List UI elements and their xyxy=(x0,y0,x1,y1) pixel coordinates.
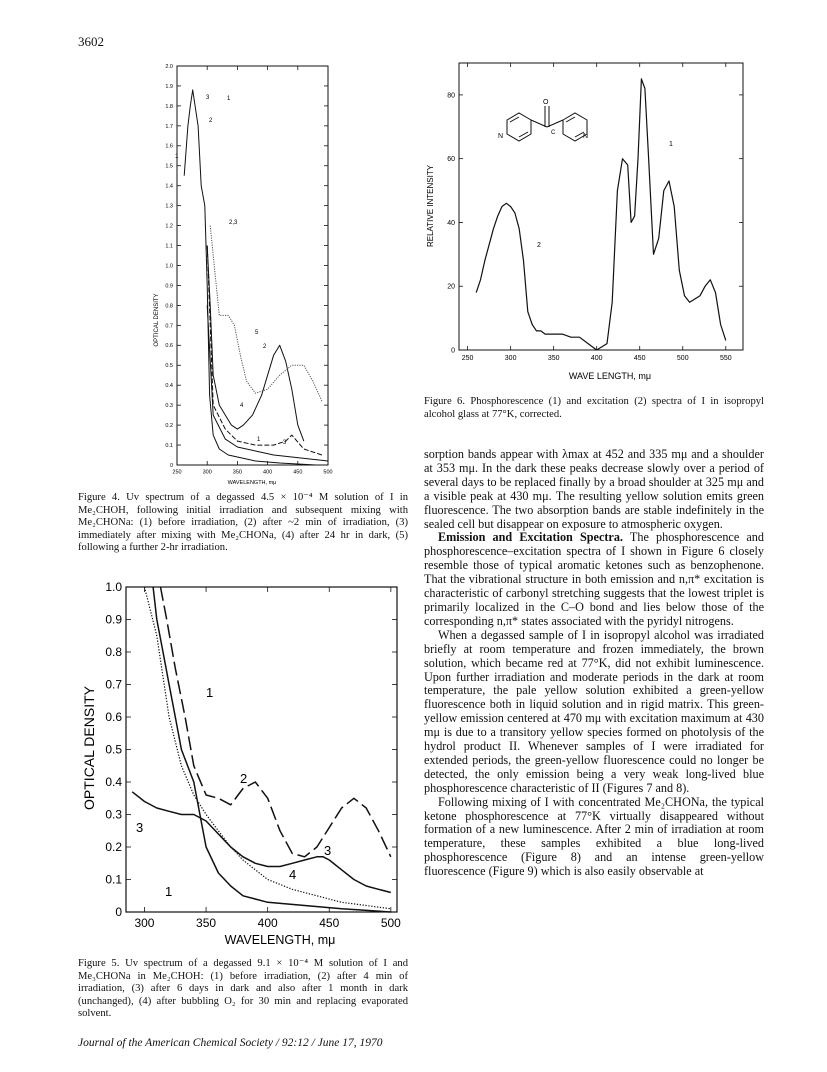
fig4-frame xyxy=(177,66,328,465)
x-tick-label: 550 xyxy=(719,355,732,362)
y-tick-label: 0.9 xyxy=(105,612,122,627)
series-5-line xyxy=(210,226,322,402)
section-heading: Emission and Excitation Spectra. xyxy=(438,530,623,545)
fig6-ylabel: RELATIVE INTENSITY xyxy=(426,164,435,248)
y-tick-label: 0.7 xyxy=(105,677,122,692)
y-tick-label: 2.0 xyxy=(165,63,173,70)
fig5-label-1: 1 xyxy=(206,685,214,700)
series-2-line xyxy=(161,587,391,857)
y-tick-label: 0 xyxy=(451,347,455,355)
structure-atom-n1: N xyxy=(498,133,504,140)
y-tick-label: 80 xyxy=(447,92,455,100)
y-tick-label: 40 xyxy=(447,219,455,227)
y-tick-label: 0 xyxy=(169,462,173,469)
figure-5-caption: Figure 5. Uv spectrum of a degassed 9.1 × 10⁻⁴ M solution of I and Me₃CHONa in Me₂CHOH: (1) before irradiation, (2) after 4 min of irradiation, (3) after 6 days in dark and also after 1 month in dark (unchanged), (4) after bubbling O₂ for 30 min and replacing evaporated solvent. xyxy=(78,958,408,1020)
fig4-label-1: 1 xyxy=(227,96,231,102)
x-tick-label: 300 xyxy=(504,355,517,362)
x-tick-label: 300 xyxy=(134,916,155,930)
fig5-label-3b: 3 xyxy=(324,843,332,858)
fig5-label-1b: 1 xyxy=(165,884,173,899)
y-tick-label: 1.3 xyxy=(165,203,173,210)
y-tick-label: 0.3 xyxy=(105,807,122,822)
x-tick-label: 500 xyxy=(380,916,401,930)
y-tick-label: 1.7 xyxy=(165,123,173,130)
figure-4-caption: Figure 4. Uv spectrum of a degassed 4.5 × 10⁻⁴ M solution of I in Me₂CHOH, following initial irradiation and subsequent mixing with Me₂CHONa: (1) before irradiation, (2) after ~2 min of irradiation, (3) immediately after mixing with Me₂CHONa, (4) after 24 hr in dark, (5) following a further 2-hr irradiation. xyxy=(78,492,408,554)
fig6-xlabel: WAVE LENGTH, mμ xyxy=(568,371,652,381)
x-tick-label: 350 xyxy=(232,469,242,476)
y-tick-label: 60 xyxy=(447,156,455,164)
y-tick-label: 0.2 xyxy=(105,840,122,855)
x-tick-label: 350 xyxy=(547,355,560,362)
series-2-line xyxy=(476,203,597,350)
series-3-line xyxy=(207,246,322,456)
y-tick-label: 0.3 xyxy=(165,403,173,410)
figure-6-chart xyxy=(424,58,764,388)
y-tick-label: 0.6 xyxy=(105,710,122,725)
x-tick-label: 400 xyxy=(257,916,278,930)
series-2-line xyxy=(207,246,304,442)
x-tick-label: 250 xyxy=(461,355,474,362)
structure-atom-n2: N xyxy=(583,133,589,140)
x-tick-label: 400 xyxy=(590,355,603,362)
figure-6-caption: Figure 6. Phosphorescence (1) and excitation (2) spectra of I in isopropyl alcohol glass at 77°K, corrected. xyxy=(424,396,764,420)
fig4-label-3: 3 xyxy=(206,95,210,101)
y-tick-label: 0.7 xyxy=(165,323,173,330)
fig4-ylabel: OPTICAL DENSITY xyxy=(154,293,160,347)
fig6-label-1: 1 xyxy=(669,141,673,148)
y-tick-label: 0.4 xyxy=(105,775,122,790)
x-tick-label: 450 xyxy=(633,355,646,362)
x-tick-label: 450 xyxy=(293,469,303,476)
structure-atom-c: C xyxy=(551,130,556,136)
y-tick-label: 0.9 xyxy=(165,283,173,290)
fig4-label-2c: 2 xyxy=(263,344,267,350)
series-1-line xyxy=(184,90,316,465)
y-tick-label: 20 xyxy=(447,283,455,291)
paragraph-1: sorption bands appear with λmax at 452 and 335 mμ and a shoulder at 353 mμ. In the dark these peaks decrease slowly over a period of several days to be replaced finally by a broad shoulder at 325 mμ and a visible peak at 430 mμ. The resulting yellow solution emits green fluorescence. The two absorption bands are stable indefinitely in the sealed cell but disappear on exposure to atmospheric oxygen. xyxy=(424,447,764,531)
fig4-label-23: 2,3 xyxy=(229,220,238,226)
y-tick-label: 0.4 xyxy=(165,383,173,390)
journal-footer: Journal of the American Chemical Society / 92:12 / June 17, 1970 xyxy=(78,1037,383,1049)
fig4-label-4: 4 xyxy=(240,403,244,409)
y-tick-label: 0.8 xyxy=(105,645,122,660)
figure-4-chart xyxy=(140,58,340,488)
fig5-frame xyxy=(126,587,397,912)
series-1-line xyxy=(597,79,726,350)
paragraph-3: When a degassed sample of I in isopropyl alcohol was irradiated briefly at room temperature and frozen immediately, the brown solution, which became red at 77°K, did not exhibit luminescence. Upon further irradiation and moderate periods in the dark at room temperature, the pale yellow solution exhibited a green-yellow fluorescence both in liquid solution and in rigid matrix. This green-yellow emission centered at 470 mμ with excitation maximum at 430 mμ is due to a transitory yellow species formed on photolysis of the hydrol product II. Whenever samples of I were irradiated for extended periods, the green-yellow fluorescence could no longer be detected, the only emission being a very weak long-lived blue phosphorescence characteristic of II (Figures 7 and 8). xyxy=(424,627,764,795)
y-tick-label: 1.8 xyxy=(165,103,173,110)
y-tick-label: 0.1 xyxy=(105,872,122,887)
page-number: 3602 xyxy=(78,34,104,49)
fig4-xlabel: WAVELENGTH, mμ xyxy=(227,480,277,486)
fig4-label-5: 5 xyxy=(255,330,259,336)
y-tick-label: 0.5 xyxy=(165,363,173,370)
x-tick-label: 250 xyxy=(172,469,182,476)
fig4-label-1c: 1 xyxy=(257,437,261,443)
y-tick-label: 1.0 xyxy=(105,580,122,595)
series-1-line xyxy=(153,587,391,912)
fig4-label-1b: 1 xyxy=(175,154,179,160)
y-tick-label: 1.4 xyxy=(165,183,173,190)
y-tick-label: 1.6 xyxy=(165,143,173,150)
paragraph-2-text: The phosphorescence and phosphorescence–excitation spectra of I shown in Figure 6 closely resemble those of typical aromatic ketones such as benzophenone. That the vibrational structure in both emission and n,π* excitation is characteristic of carbonyl stretching suggests that the lowest triplet is primarily localized in the C–O bond and lies below those of the corresponding n,π* states associated with the pyridyl nitrogens. xyxy=(424,530,764,628)
paragraph-2 xyxy=(424,531,764,628)
fig4-label-3c: 3 xyxy=(283,440,287,446)
y-tick-label: 0.6 xyxy=(165,343,173,350)
fig5-ylabel: OPTICAL DENSITY xyxy=(81,686,97,810)
fig5-label-3a: 3 xyxy=(136,820,144,835)
x-tick-label: 350 xyxy=(196,916,217,930)
dipyridyl-ketone-structure xyxy=(507,106,587,141)
y-tick-label: 1.2 xyxy=(165,223,173,230)
paragraph-4: Following mixing of I with concentrated Me₂CHONa, the typical ketone phosphorescence at 77°K virtually disappeared without formation of a new luminescence. After 2 min of irradiation at room temperature, these samples exhibited a blue long-lived phosphorescence (Figure 8) and an intense green-yellow fluorescence (Figure 9) which is also easily observable at xyxy=(424,794,764,879)
fig5-xlabel: WAVELENGTH, mμ xyxy=(224,933,336,947)
x-tick-label: 500 xyxy=(676,355,689,362)
x-tick-label: 450 xyxy=(319,916,340,930)
x-tick-label: 400 xyxy=(263,469,273,476)
series-3-line xyxy=(132,792,391,893)
series-4-line xyxy=(207,305,328,461)
x-tick-label: 300 xyxy=(202,469,212,476)
y-tick-label: 1.9 xyxy=(165,83,173,90)
structure-atom-o: O xyxy=(543,99,549,106)
y-tick-label: 1.5 xyxy=(165,163,173,170)
y-tick-label: 0.2 xyxy=(165,423,173,430)
body-text xyxy=(424,448,764,879)
y-tick-label: 0.8 xyxy=(165,303,173,310)
y-tick-label: 1.1 xyxy=(165,243,173,250)
figure-5-chart xyxy=(78,580,408,950)
fig5-label-2: 2 xyxy=(240,771,248,786)
y-tick-label: 1.0 xyxy=(165,263,173,270)
x-tick-label: 500 xyxy=(323,469,333,476)
y-tick-label: 0.1 xyxy=(165,442,173,449)
y-tick-label: 0.5 xyxy=(105,742,122,757)
fig5-label-4: 4 xyxy=(289,867,297,882)
fig6-label-2: 2 xyxy=(537,242,541,249)
fig4-label-2: 2 xyxy=(209,118,213,124)
y-tick-label: 0 xyxy=(115,905,122,920)
